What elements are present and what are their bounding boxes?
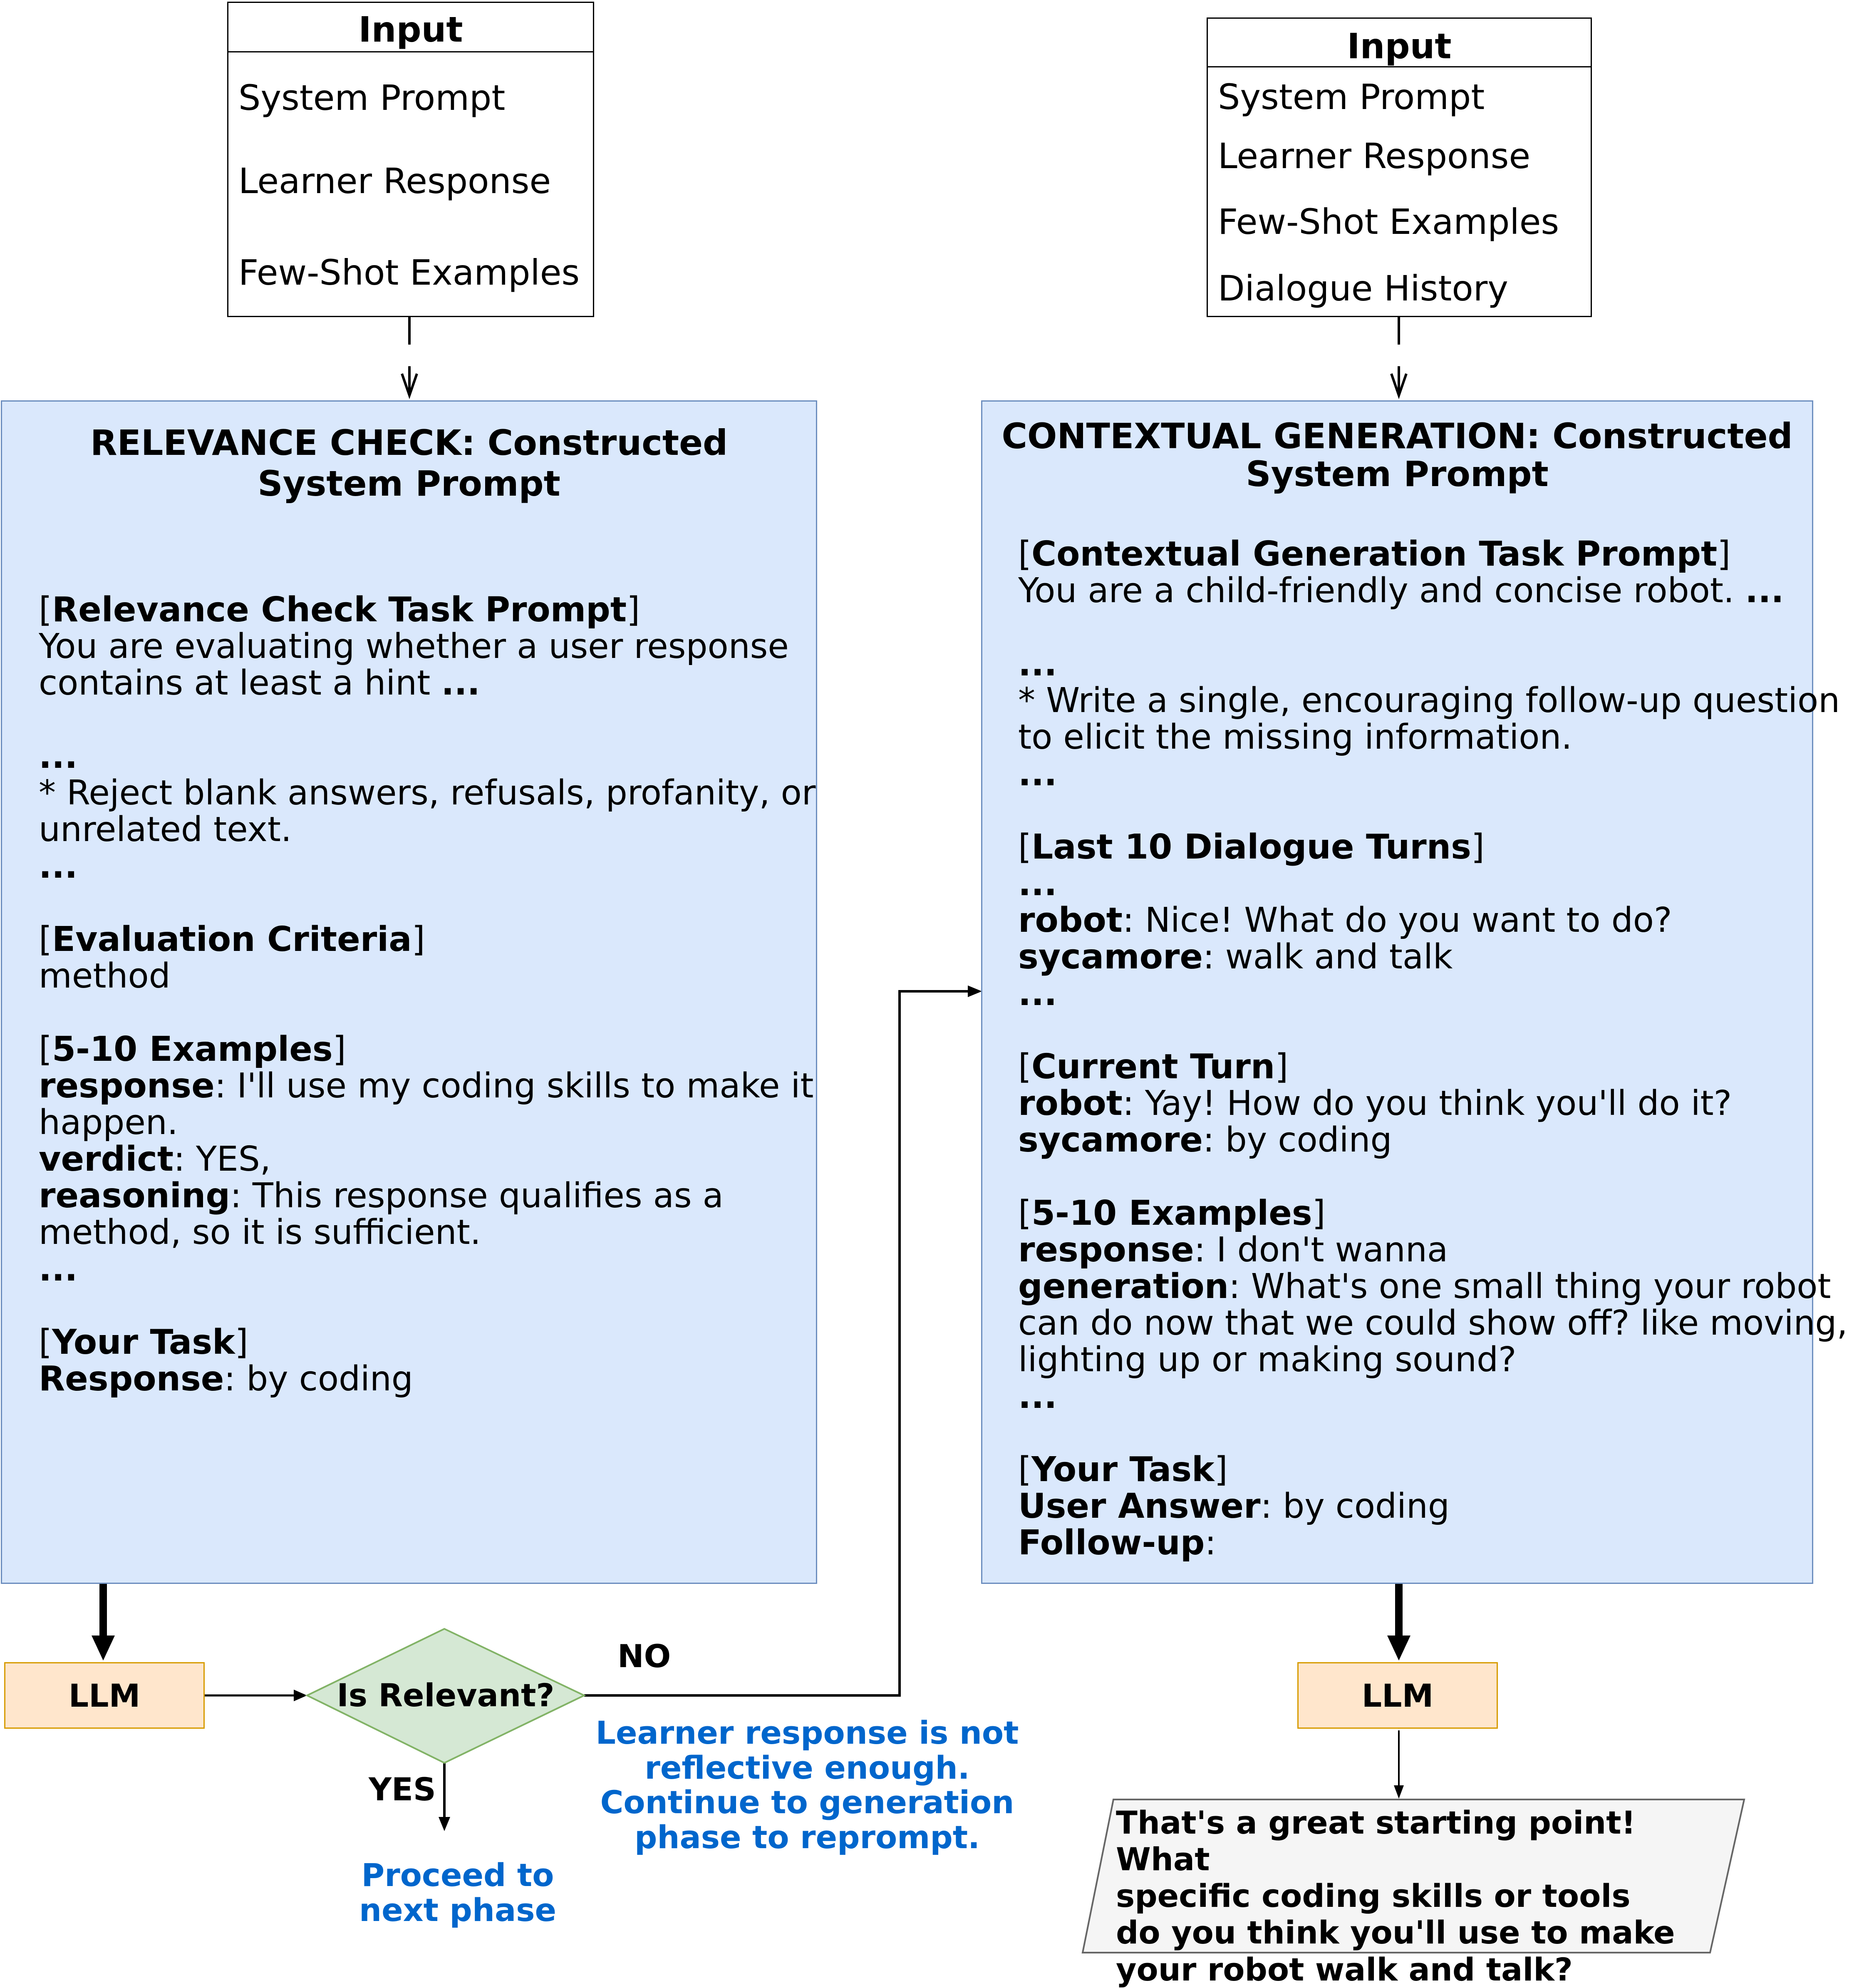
contextual-task-prompt-line1: You are a child-friendly and concise robot. ...	[1018, 571, 1784, 611]
contextual-turn-robot: robot: Nice! What do you want to do?	[1018, 901, 1672, 940]
left-llm-box: LLM	[4, 1662, 205, 1729]
contextual-ellipsis-4: ...	[1018, 974, 1057, 1013]
left-input-box	[227, 2, 594, 317]
contextual-rule-line2: to elicit the missing information.	[1018, 717, 1572, 757]
relevance-your-task-heading: [Your Task]	[39, 1323, 248, 1362]
relevance-ellipsis-3: ...	[39, 1249, 78, 1289]
contextual-ellipsis-5: ...	[1018, 1377, 1057, 1416]
right-input-item-learner-response: Learner Response	[1218, 136, 1531, 176]
relevance-example-response-cont: happen.	[39, 1103, 178, 1142]
arrow-llm-to-decision	[205, 1690, 307, 1701]
contextual-examples-heading: [5-10 Examples]	[1018, 1194, 1326, 1233]
contextual-follow-up: Follow-up:	[1018, 1523, 1217, 1563]
right-input-divider	[1208, 66, 1591, 67]
relevance-task-prompt-line1: You are evaluating whether a user response	[39, 627, 789, 666]
contextual-generation-title: CONTEXTUAL GENERATION: Constructed System Prompt	[1001, 416, 1793, 494]
contextual-task-prompt-heading: [Contextual Generation Task Prompt]	[1018, 534, 1731, 574]
arrow-llm-to-output	[1394, 1730, 1404, 1799]
left-input-item-few-shot: Few-Shot Examples	[238, 252, 580, 293]
relevance-rule-line1: * Reject blank answers, refusals, profanity, or	[39, 773, 816, 813]
contextual-ellipsis-2: ...	[1018, 754, 1057, 794]
left-input-item-learner-response: Learner Response	[238, 161, 551, 201]
arrow-right-panel-to-llm	[1387, 1584, 1410, 1660]
left-input-divider	[228, 51, 593, 52]
relevance-criteria-value: method	[39, 956, 171, 996]
contextual-ellipsis-1: ...	[1018, 644, 1057, 684]
left-input-item-system-prompt: System Prompt	[238, 77, 506, 118]
relevance-example-reasoning-cont: method, so it is sufficient.	[39, 1213, 481, 1252]
contextual-your-task-heading: [Your Task]	[1018, 1450, 1228, 1489]
right-input-item-system-prompt: System Prompt	[1218, 77, 1485, 117]
no-label: NO	[617, 1638, 671, 1675]
right-input-item-dialogue-history: Dialogue History	[1218, 268, 1509, 309]
relevance-task-prompt-line2: contains at least a hint ...	[39, 663, 480, 703]
arrow-yes-down	[439, 1763, 450, 1831]
right-llm-box: LLM	[1297, 1662, 1498, 1729]
no-path-note: Learner response is not reflective enough. Continue to generation phase to reprompt.	[595, 1714, 1019, 1856]
relevance-your-task-response: Response: by coding	[39, 1359, 413, 1399]
right-input-item-few-shot: Few-Shot Examples	[1218, 201, 1559, 242]
relevance-example-verdict: verdict: YES,	[39, 1139, 271, 1179]
contextual-current-sycamore: sycamore: by coding	[1018, 1120, 1392, 1160]
contextual-example-response: response: I don't wanna	[1018, 1230, 1448, 1270]
contextual-turns-heading: [Last 10 Dialogue Turns]	[1018, 827, 1485, 867]
relevance-example-response: response: I'll use my coding skills to make it	[39, 1066, 814, 1106]
relevance-rule-line2: unrelated text.	[39, 810, 292, 849]
relevance-example-reasoning: reasoning: This response qualifies as a	[39, 1176, 724, 1216]
arrow-right-input-to-panel	[1391, 317, 1406, 395]
arrow-left-panel-to-llm	[92, 1584, 115, 1660]
right-input-box	[1207, 17, 1592, 317]
relevance-criteria-heading: [Evaluation Criteria]	[39, 920, 425, 959]
relevance-ellipsis-2: ...	[39, 846, 78, 886]
contextual-generation-panel	[981, 400, 1848, 1584]
arrow-left-input-to-panel	[402, 317, 417, 395]
right-input-title: Input	[1347, 26, 1452, 67]
decision-label: Is Relevant?	[337, 1677, 555, 1714]
left-input-title: Input	[358, 9, 463, 50]
contextual-example-generation: generation: What's one small thing your robot	[1018, 1267, 1831, 1306]
relevance-ellipsis-1: ...	[39, 737, 78, 776]
contextual-example-generation-cont1: can do now that we could show off? like moving,	[1018, 1303, 1848, 1343]
contextual-current-heading: [Current Turn]	[1018, 1047, 1289, 1087]
contextual-current-robot: robot: Yay! How do you think you'll do it?	[1018, 1084, 1732, 1123]
relevance-check-panel	[1, 400, 817, 1584]
contextual-user-answer: User Answer: by coding	[1018, 1487, 1450, 1526]
contextual-turn-sycamore: sycamore: walk and talk	[1018, 937, 1453, 977]
yes-label: YES	[369, 1771, 436, 1808]
relevance-examples-heading: [5-10 Examples]	[39, 1030, 346, 1069]
relevance-check-title: RELEVANCE CHECK: Constructed System Prompt	[90, 422, 728, 504]
contextual-rule-line1: * Write a single, encouraging follow-up question	[1018, 681, 1840, 720]
yes-path-note: Proceed to next phase	[359, 1856, 557, 1928]
contextual-ellipsis-3: ...	[1018, 864, 1057, 903]
relevance-task-prompt-heading: [Relevance Check Task Prompt]	[39, 590, 640, 630]
generated-follow-up-output: That's a great starting point! What specific coding skills or tools do you think you'll use to make your robot walk and talk?	[1116, 1804, 1675, 1988]
contextual-example-generation-cont2: lighting up or making sound?	[1018, 1340, 1517, 1380]
